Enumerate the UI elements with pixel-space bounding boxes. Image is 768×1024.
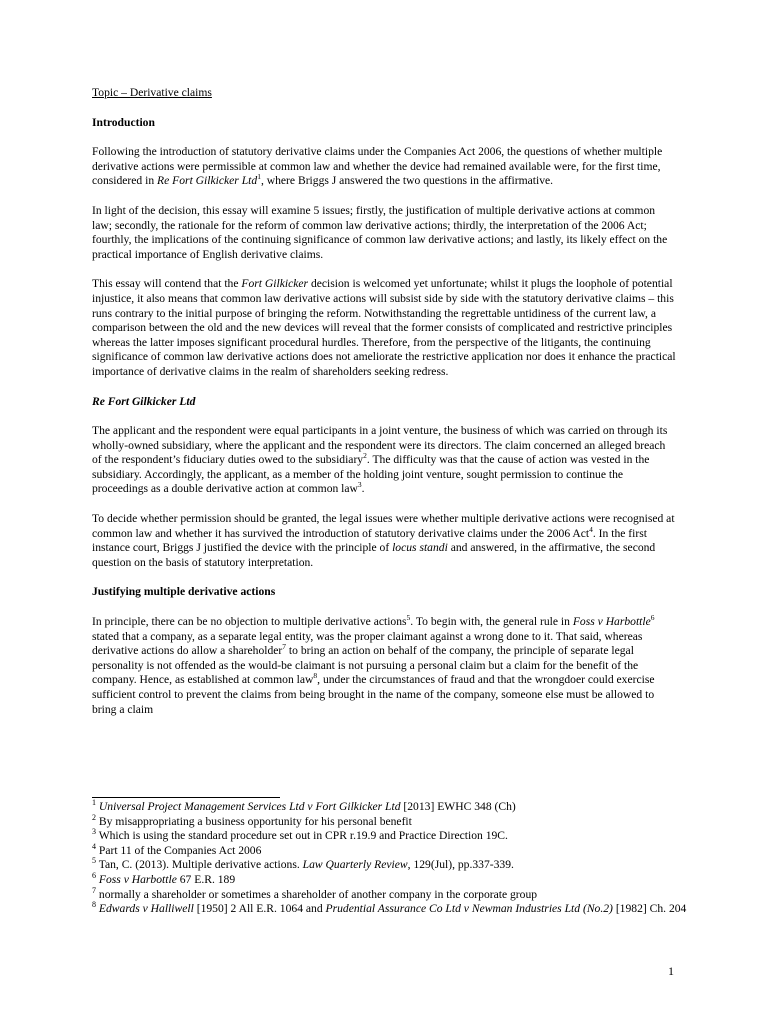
text-run: 67 E.R. 189 [176, 872, 236, 886]
text-run: In light of the decision, this essay will examine 5 issues; firstly, the justification of multiple derivative actions at common law; secondly, the rationale for the reform of common law derivative actions; thirdly, the interpretation of the 2006 Act; fourthly, the implications of the continuing significance of common law derivative actions; and lastly, its likely effect on the practical importance of English derivative claims. [92, 203, 668, 261]
paragraph [92, 615, 676, 717]
footnote [92, 841, 692, 859]
paragraph [92, 424, 676, 497]
paragraph [92, 145, 676, 189]
footnote-ref: 1 [257, 172, 261, 182]
footnote [92, 885, 692, 903]
footnote-ref: 1 [92, 798, 96, 808]
text-run: . The difficulty was that the cause of action was vested in the subsidiary. Accordingly, the applicant, as a member of the holding joint venture, sought permission to continue the proceedings as a double derivative action at common law [92, 453, 650, 496]
footnote-ref: 6 [650, 613, 655, 623]
italic-text: Re Fort Gilkicker Ltd [157, 174, 258, 188]
heading-justifying: Justifying multiple derivative actions [92, 585, 276, 599]
paragraph [92, 512, 676, 570]
footnote-ref: 2 [363, 451, 367, 461]
text-run: [1982] Ch. 204 [612, 902, 687, 916]
page-number: 1 [668, 964, 674, 978]
topic-title: Topic – Derivative claims [92, 86, 212, 99]
footnote-ref: 5 [92, 856, 96, 866]
footnote-ref: 8 [313, 671, 318, 681]
footnote-ref: 7 [282, 642, 287, 652]
italic-text: Edwards v Halliwell [98, 902, 194, 916]
text-run: [1950] 2 All E.R. 1064 and [193, 902, 326, 916]
text-run: and answered, in the affirmative, the second question on the basis of statutory interpretation. [92, 541, 656, 569]
footnote-ref: 4 [92, 841, 96, 851]
text-run: , 129(Jul), pp.337-339. [407, 858, 514, 872]
footnote [92, 829, 692, 844]
italic-text: Law Quarterly Review [302, 858, 408, 872]
italic-text: Universal Project Management Services Ltd v Fort Gilkicker Ltd [98, 800, 401, 813]
heading-case: Re Fort Gilkicker Ltd [92, 394, 196, 408]
text-run: [2013] EWHC 348 (Ch) [400, 800, 516, 813]
text-run: To decide whether permission should be granted, the legal issues were whether multiple derivative actions were recognised at common law and whether it has survived the introduction of statutory derivative claims under the 2006 Act [92, 512, 675, 540]
text-run: . [361, 482, 365, 496]
footnote-ref: 7 [92, 885, 96, 895]
text-run: Tan, C. (2013). Multiple derivative actions. [96, 858, 303, 872]
footnote [92, 812, 692, 830]
footnote [92, 858, 692, 873]
italic-text: Foss v Harbottle [572, 615, 651, 629]
text-run: This essay will contend that the [92, 277, 242, 291]
text-run: stated that a company, as a separate legal entity, was the proper claimant against a wrong done to it. That said, whereas derivative actions do allow a shareholder [92, 629, 643, 658]
paragraph [92, 277, 676, 379]
footnote [92, 873, 692, 888]
paragraph [92, 204, 676, 262]
footnote-separator [92, 797, 280, 798]
italic-text: locus standi [392, 541, 448, 555]
footnote-ref: 2 [92, 812, 96, 822]
text-run: , where Briggs J answered the two questions in the affirmative. [260, 174, 554, 188]
text-run: The applicant and the respondent were equal participants in a joint venture, the business of which was carried on through its wholly-owned subsidiary, where the applicant and the respondent were its directors. The claim concerned an alleged breach of the respondent’s fiduciary duties owed to the subsidiary [92, 424, 668, 467]
text-run: decision is welcomed yet unfortunate; whilst it plugs the loophole of potential injustice, it also means that common law derivative actions will subsist side by side with the statutory derivative claims – this runs contrary to the initial purpose of bringing the reform. Notwithstanding the regrettable untidiness of the current law, a comparison between the old and the new devices will reveal that the former consists of complicated and restrictive principles whereas the latter imposes significant procedural hurdles. Therefore, from the perspective of the litigants, the continuing significance of common law derivative actions does not ameliorate the restrictive application nor does it enhance the practical importance of derivative claims in the realm of shareholders seeking redress. [92, 277, 676, 378]
text-run: Which is using the standard procedure set out in CPR r.19.9 and Practice Direction 19C. [96, 829, 508, 843]
text-run: normally a shareholder or sometimes a shareholder of another company in the corporate group [96, 887, 538, 901]
italic-text: Prudential Assurance Co Ltd v Newman Industries Ltd (No.2) [325, 902, 613, 916]
text-run: , under the circumstances of fraud and that the wrongdoer could exercise sufficient control to prevent the claims from being brought in the name of the company, someone else must be allowed to bring a claim [92, 673, 655, 716]
footnote [92, 902, 692, 917]
footnote-ref: 8 [92, 900, 96, 910]
footnotes [92, 800, 692, 917]
footnote-ref: 5 [406, 613, 411, 623]
italic-text: Foss v Harbottle [98, 872, 177, 886]
text-run: to bring an action on behalf of the company, the principle of separate legal personality is not offended as the would-be claimant is not pursuing a personal claim but a claim for the benefit of the company. Hence, as established at common law [92, 644, 639, 687]
footnote-ref: 6 [92, 871, 96, 881]
text-run: . In the first instance court, Briggs J justified the device with the principle of [92, 526, 647, 555]
text-run: By misappropriating a business opportunity for his personal benefit [96, 814, 412, 828]
footnote-ref: 3 [92, 827, 96, 837]
text-run: Following the introduction of statutory derivative claims under the Companies Act 2006, the questions of whether multiple derivative actions were permissible at common law and whether the device had remained available were, for the first time, considered in [92, 145, 663, 188]
text-run: Part 11 of the Companies Act 2006 [96, 843, 262, 857]
text-run: In principle, there can be no objection to multiple derivative actions [92, 615, 407, 629]
italic-text: Fort Gilkicker [241, 277, 309, 291]
text-run: . To begin with, the general rule in [410, 615, 573, 629]
heading-introduction: Introduction [92, 115, 155, 129]
body-text [92, 86, 676, 732]
footnote [92, 800, 692, 815]
footnote-ref: 3 [357, 480, 362, 490]
footnote-ref: 4 [589, 524, 593, 534]
